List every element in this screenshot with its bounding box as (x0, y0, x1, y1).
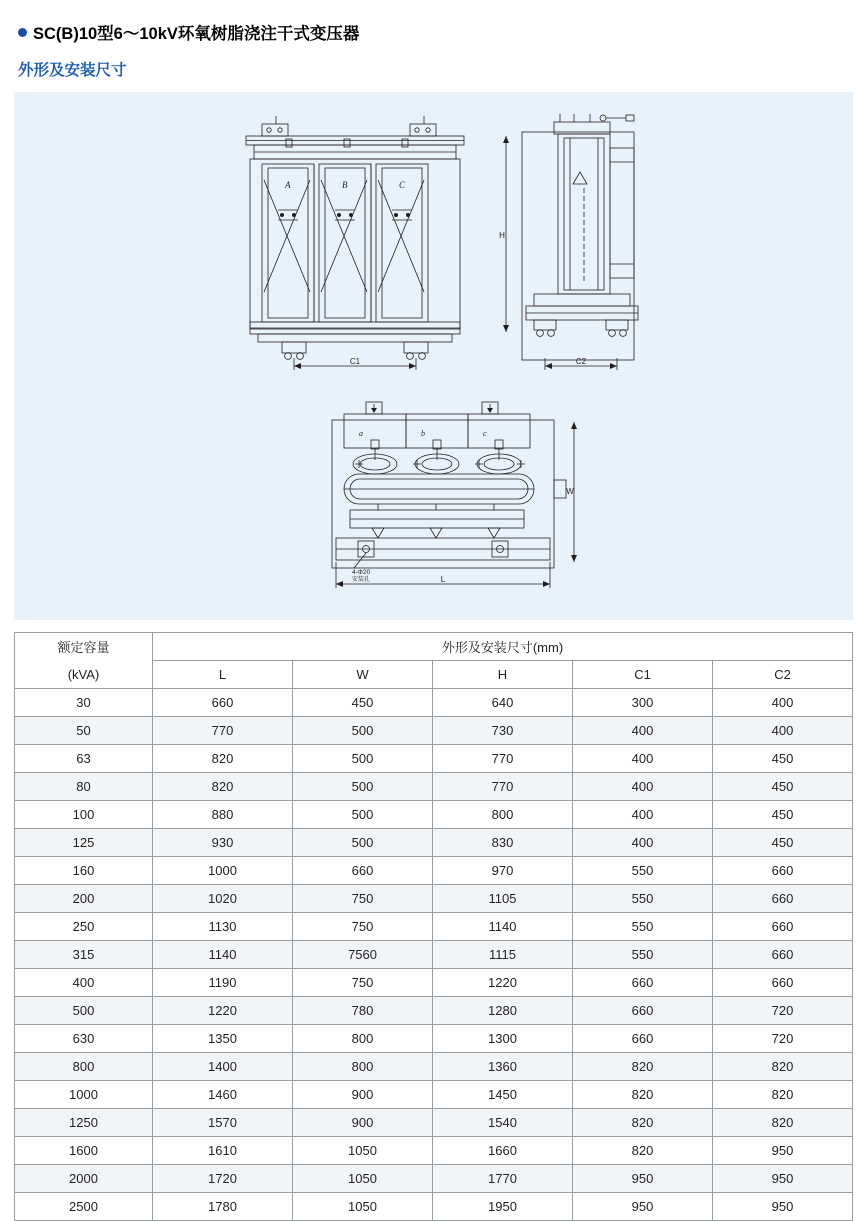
header-col-c1: C1 (573, 661, 713, 689)
cell-c2: 720 (713, 1025, 853, 1053)
cell-capacity: 400 (15, 969, 153, 997)
cell-c1: 660 (573, 969, 713, 997)
table-row (15, 1165, 853, 1193)
cell-c1: 300 (573, 689, 713, 717)
cell-l: 770 (153, 717, 293, 745)
cell-l: 1130 (153, 913, 293, 941)
cell-c2: 660 (713, 913, 853, 941)
cell-capacity: 63 (15, 745, 153, 773)
top-phase-label-a: a (359, 429, 363, 438)
table-row (15, 717, 853, 745)
cell-w: 900 (293, 1081, 433, 1109)
cell-w: 800 (293, 1053, 433, 1081)
cell-l: 1610 (153, 1137, 293, 1165)
cell-c1: 820 (573, 1081, 713, 1109)
table-row (15, 885, 853, 913)
table-row (15, 1109, 853, 1137)
cell-capacity: 2500 (15, 1193, 153, 1221)
cell-c2: 450 (713, 801, 853, 829)
table-row (15, 1137, 853, 1165)
cell-l: 930 (153, 829, 293, 857)
header-col-c2: C2 (713, 661, 853, 689)
cell-capacity: 800 (15, 1053, 153, 1081)
cell-c2: 400 (713, 689, 853, 717)
cell-l: 820 (153, 745, 293, 773)
section-subtitle: 外形及安装尺寸 (18, 62, 127, 79)
cell-h: 1540 (433, 1109, 573, 1137)
cell-c1: 550 (573, 913, 713, 941)
dimensions-table (14, 632, 853, 1221)
table-row (15, 1053, 853, 1081)
cell-h: 770 (433, 745, 573, 773)
cell-h: 1950 (433, 1193, 573, 1221)
cell-w: 500 (293, 829, 433, 857)
dimensions-table-wrap (14, 632, 853, 1221)
dim-label-h: H (499, 231, 505, 240)
cell-c1: 400 (573, 717, 713, 745)
dim-label-w: W (566, 487, 574, 496)
cell-c2: 660 (713, 969, 853, 997)
cell-w: 1050 (293, 1193, 433, 1221)
table-header-row-1 (15, 633, 853, 661)
transformer-drawings (14, 92, 853, 620)
cell-c2: 820 (713, 1081, 853, 1109)
cell-h: 770 (433, 773, 573, 801)
cell-h: 1770 (433, 1165, 573, 1193)
cell-capacity: 50 (15, 717, 153, 745)
cell-capacity: 80 (15, 773, 153, 801)
drawing-panel (14, 92, 853, 620)
cell-c2: 950 (713, 1165, 853, 1193)
table-row (15, 773, 853, 801)
cell-c1: 550 (573, 885, 713, 913)
cell-c2: 820 (713, 1109, 853, 1137)
table-header-row-2 (15, 661, 853, 689)
table-row (15, 1193, 853, 1221)
hole-callout-sub: 安装孔 (352, 577, 371, 583)
cell-c1: 400 (573, 829, 713, 857)
cell-l: 1780 (153, 1193, 293, 1221)
cell-h: 1450 (433, 1081, 573, 1109)
cell-c1: 950 (573, 1165, 713, 1193)
cell-c2: 450 (713, 773, 853, 801)
cell-c2: 660 (713, 857, 853, 885)
cell-c1: 550 (573, 857, 713, 885)
header-capacity-line1: 额定容量 (15, 633, 153, 661)
cell-l: 660 (153, 689, 293, 717)
page-title: SC(B)10型6～10kV环氧树脂浇注干式变压器 (33, 25, 360, 43)
cell-h: 1660 (433, 1137, 573, 1165)
cell-c2: 450 (713, 745, 853, 773)
table-row (15, 801, 853, 829)
table-row (15, 1081, 853, 1109)
cell-w: 780 (293, 997, 433, 1025)
cell-w: 500 (293, 801, 433, 829)
table-row (15, 969, 853, 997)
header-col-w: W (293, 661, 433, 689)
cell-c1: 400 (573, 801, 713, 829)
cell-c2: 450 (713, 829, 853, 857)
top-phase-label-c: c (483, 429, 487, 438)
table-row (15, 1025, 853, 1053)
cell-l: 1400 (153, 1053, 293, 1081)
top-phase-label-b: b (421, 429, 425, 438)
cell-c2: 660 (713, 885, 853, 913)
cell-h: 1105 (433, 885, 573, 913)
cell-l: 1220 (153, 997, 293, 1025)
header-col-l: L (153, 661, 293, 689)
cell-h: 730 (433, 717, 573, 745)
cell-c2: 660 (713, 941, 853, 969)
table-row (15, 913, 853, 941)
header-dims-group: 外形及安装尺寸(mm) (153, 633, 853, 661)
phase-label-b: B (342, 180, 348, 190)
dim-label-l: L (440, 575, 446, 584)
cell-capacity: 1000 (15, 1081, 153, 1109)
front-view (246, 116, 464, 370)
cell-l: 1350 (153, 1025, 293, 1053)
cell-h: 1115 (433, 941, 573, 969)
cell-h: 1220 (433, 969, 573, 997)
cell-w: 1050 (293, 1165, 433, 1193)
cell-w: 500 (293, 745, 433, 773)
cell-l: 1000 (153, 857, 293, 885)
cell-c2: 720 (713, 997, 853, 1025)
cell-capacity: 200 (15, 885, 153, 913)
cell-w: 800 (293, 1025, 433, 1053)
dim-label-c2: C2 (575, 357, 587, 366)
cell-l: 880 (153, 801, 293, 829)
cell-w: 450 (293, 689, 433, 717)
table-row (15, 745, 853, 773)
cell-w: 750 (293, 913, 433, 941)
dim-label-c1: C1 (349, 357, 361, 366)
cell-capacity: 1250 (15, 1109, 153, 1137)
hole-callout: 4-Φ20 (352, 569, 371, 576)
table-row (15, 997, 853, 1025)
cell-h: 830 (433, 829, 573, 857)
cell-c1: 820 (573, 1053, 713, 1081)
cell-w: 7560 (293, 941, 433, 969)
cell-c1: 400 (573, 745, 713, 773)
cell-capacity: 500 (15, 997, 153, 1025)
cell-h: 1300 (433, 1025, 573, 1053)
cell-w: 750 (293, 969, 433, 997)
cell-c2: 950 (713, 1137, 853, 1165)
cell-c1: 660 (573, 1025, 713, 1053)
cell-c1: 400 (573, 773, 713, 801)
cell-w: 900 (293, 1109, 433, 1137)
cell-c1: 550 (573, 941, 713, 969)
page-title-row (14, 0, 853, 44)
cell-c1: 950 (573, 1193, 713, 1221)
cell-l: 820 (153, 773, 293, 801)
bullet-icon (18, 28, 27, 37)
cell-h: 800 (433, 801, 573, 829)
table-row (15, 941, 853, 969)
cell-c1: 820 (573, 1137, 713, 1165)
cell-w: 500 (293, 717, 433, 745)
phase-label-a: A (285, 180, 291, 190)
cell-l: 1570 (153, 1109, 293, 1137)
dimensions-table-body (15, 689, 853, 1221)
cell-w: 500 (293, 773, 433, 801)
cell-l: 1140 (153, 941, 293, 969)
cell-capacity: 1600 (15, 1137, 153, 1165)
cell-h: 1360 (433, 1053, 573, 1081)
cell-capacity: 2000 (15, 1165, 153, 1193)
cell-capacity: 250 (15, 913, 153, 941)
header-capacity-line2: (kVA) (15, 661, 153, 689)
cell-capacity: 125 (15, 829, 153, 857)
cell-l: 1460 (153, 1081, 293, 1109)
cell-c2: 950 (713, 1193, 853, 1221)
header-col-h: H (433, 661, 573, 689)
cell-capacity: 30 (15, 689, 153, 717)
top-view (332, 402, 577, 588)
cell-capacity: 160 (15, 857, 153, 885)
table-row (15, 857, 853, 885)
cell-capacity: 315 (15, 941, 153, 969)
cell-c1: 660 (573, 997, 713, 1025)
cell-l: 1190 (153, 969, 293, 997)
cell-c2: 400 (713, 717, 853, 745)
cell-c2: 820 (713, 1053, 853, 1081)
cell-c1: 820 (573, 1109, 713, 1137)
cell-w: 750 (293, 885, 433, 913)
cell-w: 1050 (293, 1137, 433, 1165)
phase-label-c: C (399, 180, 406, 190)
table-row (15, 829, 853, 857)
cell-capacity: 100 (15, 801, 153, 829)
cell-l: 1720 (153, 1165, 293, 1193)
side-view (499, 114, 638, 370)
cell-w: 660 (293, 857, 433, 885)
cell-l: 1020 (153, 885, 293, 913)
cell-h: 640 (433, 689, 573, 717)
cell-h: 1140 (433, 913, 573, 941)
cell-h: 1280 (433, 997, 573, 1025)
cell-h: 970 (433, 857, 573, 885)
cell-capacity: 630 (15, 1025, 153, 1053)
table-row (15, 689, 853, 717)
